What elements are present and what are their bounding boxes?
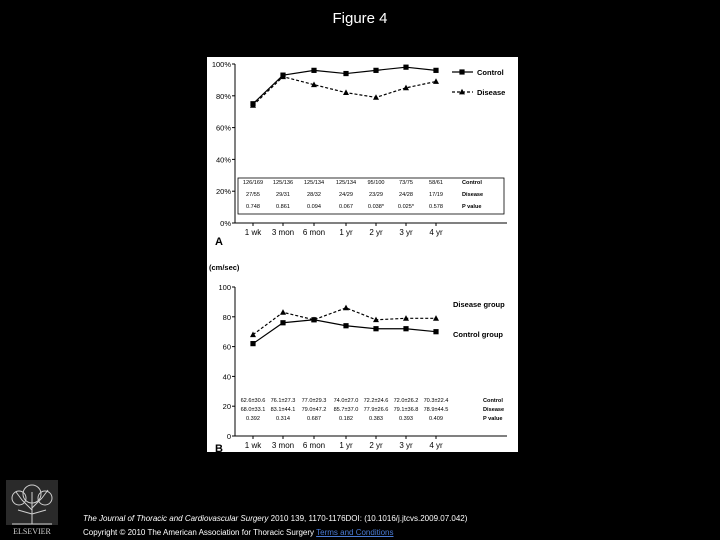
panel-a-control-point (343, 71, 348, 76)
panel-b-table-cell: 85.7±37.0 (333, 407, 359, 413)
panel-b-table-cell: 0.393 (399, 416, 413, 422)
panel-b-table-row-label: Control (483, 398, 503, 404)
panel-a-y-tick-label: 0% (220, 219, 231, 228)
panel-b-table-cell: 83.1±44.1 (270, 407, 296, 413)
figure-panel (207, 57, 518, 452)
panel-a-x-tick-label: 6 mon (302, 228, 326, 237)
panel-b-x-tick-label: 2 yr (369, 441, 383, 450)
panel-a-x-tick-label: 1 yr (339, 228, 353, 237)
panel-b-y-tick-label: 80 (222, 312, 231, 322)
panel-a-disease-point (343, 89, 349, 95)
panel-a-table-row-label: Control (462, 180, 482, 186)
panel-b-table-cell: 70.3±22.4 (423, 398, 449, 404)
panel-b-x-tick-label: 1 wk (244, 441, 262, 450)
panel-b-table-cell: 0.392 (246, 416, 260, 422)
panel-a-control-point (373, 68, 378, 73)
citation-details: 2010 139, 1170-1176DOI: (10.1016/j.jtcvs.2009.07.042) (268, 514, 468, 523)
panel-a-x-tick-label: 3 yr (399, 228, 413, 237)
panel-b-y-tick-label: 60 (222, 342, 231, 352)
panel-b-table-cell: 72.2±24.6 (363, 398, 389, 404)
panel-a-control-point (311, 68, 316, 73)
panel-a-table-cell: 58/61 (429, 180, 443, 186)
panel-a-control-point (433, 68, 438, 73)
panel-a-x-tick-label: 1 wk (244, 228, 262, 237)
citation-line (83, 514, 467, 523)
panel-b-x-tick-label: 1 yr (339, 441, 353, 450)
panel-b-disease-group-point (433, 315, 439, 321)
panel-a-table-row-label: P value (462, 204, 482, 210)
panel-b-control-group-point (311, 317, 316, 322)
panel-a-table-cell: 28/32 (307, 192, 321, 198)
panel-a-table-cell: 27/55 (246, 192, 260, 198)
panel-b-table-cell: 72.0±26.2 (393, 398, 419, 404)
panel-b-x-tick-label: 3 yr (399, 441, 413, 450)
panel-b-table-cell: 0.687 (307, 416, 321, 422)
copyright-line (83, 528, 394, 537)
panel-b-disease-group-point (280, 309, 286, 315)
panel-a-y-tick-label: 80% (215, 91, 231, 101)
copyright-text: Copyright © 2010 The American Association for Thoracic Surgery (83, 528, 317, 537)
panel-b-label: B (215, 443, 223, 452)
panel-a-table-cell: 0.094 (307, 204, 321, 210)
panel-a-table-cell: 0.748 (246, 204, 260, 210)
panel-b-x-tick-label: 6 mon (302, 441, 326, 450)
panel-b-y-axis-title: (cm/sec) (209, 263, 240, 272)
panel-b-table-cell: 74.0±27.0 (333, 398, 359, 404)
panel-a-table-cell: 0.067 (339, 204, 353, 210)
panel-b-table-cell: 62.6±30.6 (240, 398, 266, 404)
panel-a-table-cell: 0.861 (276, 204, 290, 210)
panel-a-y-tick-label: 60% (215, 123, 231, 133)
panel-b-control-group-point (250, 341, 255, 346)
panel-a-y-tick-label: 40% (215, 155, 231, 165)
panel-a-table-cell: 125/134 (303, 180, 325, 186)
panel-a-table-cell: 29/31 (276, 192, 290, 198)
panel-a-x-tick-label: 3 mon (271, 228, 295, 237)
panel-b-y-tick-label: 20 (222, 402, 231, 412)
panel-b-x-tick-label: 4 yr (429, 441, 443, 450)
panel-b-control-group-point (343, 323, 348, 328)
panel-b-table-cell: 79.0±47.2 (301, 407, 327, 413)
panel-a-table-cell: 17/19 (429, 192, 443, 198)
panel-b-disease-group-point (343, 305, 349, 311)
panel-b-control-group-point (403, 326, 408, 331)
panel-b-table-cell: 77.9±26.6 (363, 407, 389, 413)
panel-b-table-cell: 78.9±44.5 (423, 407, 449, 413)
panel-b-x-tick-label: 3 mon (271, 441, 295, 450)
panel-b-table-cell: 0.383 (369, 416, 383, 422)
panel-b-table-cell: 79.1±36.8 (393, 407, 419, 413)
panel-b-table-cell: 68.0±33.1 (240, 407, 266, 413)
panel-b-control-group-point (373, 326, 378, 331)
panel-b-table-cell: 0.409 (429, 416, 443, 422)
elsevier-tree-logo (6, 480, 58, 536)
panel-b-table-cell: 76.1±27.3 (270, 398, 296, 404)
panel-a-table-cell: 24/29 (339, 192, 353, 198)
panel-a-table-cell: 24/28 (399, 192, 413, 198)
panel-a-y-tick-label: 100% (211, 60, 231, 69)
panel-a-disease-legend-label: Disease (477, 88, 506, 97)
panel-b-disease-group-legend-label: Disease group (453, 300, 505, 309)
publisher-name: ELSEVIER (13, 527, 51, 536)
panel-a-control-legend-label: Control (477, 68, 504, 77)
panel-b-control-group-point (433, 329, 438, 334)
panel-a-label: A (215, 236, 223, 248)
panel-b-table-row-label: Disease (483, 407, 505, 413)
panel-a-table-cell: 23/29 (369, 192, 383, 198)
panel-a-table-cell: 125/134 (335, 180, 357, 186)
panel-a-table-row-label: Disease (462, 192, 484, 198)
panel-a-table-cell: 126/169 (242, 180, 264, 186)
panel-b-y-tick-label: 100 (218, 283, 231, 292)
terms-link[interactable]: Terms and Conditions (316, 528, 394, 537)
panel-a-table-cell: 0.578 (429, 204, 443, 210)
panel-b-control-group-point (280, 320, 285, 325)
panel-a-y-tick-label: 20% (215, 187, 231, 197)
panel-b-table-cell: 0.314 (276, 416, 290, 422)
panel-a-table-cell: 0.025* (397, 204, 415, 210)
panel-a-table-cell: 95/100 (367, 180, 385, 186)
panel-a-table-cell: 0.038* (367, 204, 385, 210)
panel-a-disease-point (433, 78, 439, 84)
page-title: Figure 4 (332, 10, 388, 27)
panel-a-disease-point (373, 94, 379, 100)
panel-b-disease-group-point (250, 331, 256, 337)
panel-a-table-cell: 73/75 (399, 180, 413, 186)
journal-title: The Journal of Thoracic and Cardiovascular Surgery (83, 514, 269, 523)
panel-a-control-legend-marker (459, 69, 464, 74)
panel-b-y-tick-label: 0 (226, 432, 231, 441)
panel-a-x-tick-label: 2 yr (369, 228, 383, 237)
panel-a-control-point (403, 65, 408, 70)
panel-b-table-row-label: P value (483, 416, 503, 422)
panel-b-table-cell: 0.182 (339, 416, 353, 422)
panel-b-table-cell: 77.0±29.3 (301, 398, 327, 404)
panel-b-y-tick-label: 40 (222, 372, 231, 382)
panel-a-disease-line (253, 77, 436, 106)
panel-a-x-tick-label: 4 yr (429, 228, 443, 237)
figure-charts (207, 57, 518, 452)
panel-b-control-group-legend-label: Control group (453, 330, 503, 339)
panel-a-table-cell: 125/136 (272, 180, 294, 186)
